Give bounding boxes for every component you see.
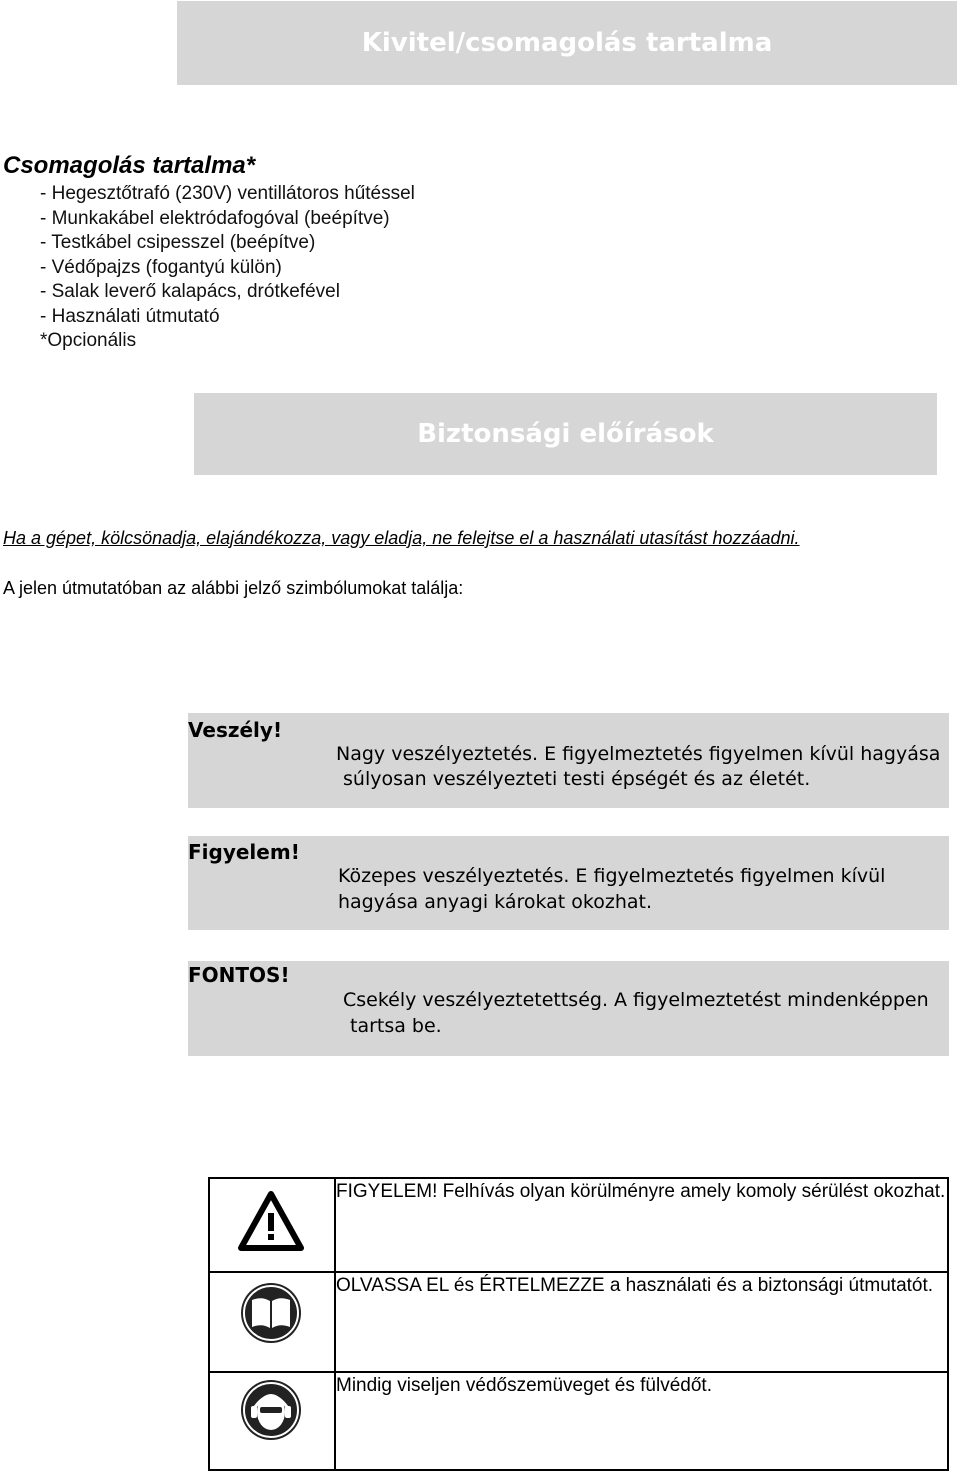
danger-box — [188, 713, 949, 808]
safety-symbols-table — [208, 1177, 949, 1471]
symbols-intro: A jelen útmutatóban az alábbi jelző szimbólumokat találja: — [3, 578, 464, 598]
caution-text-line2: hagyása anyagi károkat okozhat. — [338, 891, 653, 913]
danger-text-line2: súlyosan veszélyezteti testi épségét és az életét. — [343, 768, 811, 790]
important-text-line2: tartsa be. — [350, 1015, 442, 1037]
list-item: - Munkakábel elektródafogóval (beépítve) — [40, 207, 390, 229]
safety-title: Biztonsági előírások — [417, 419, 714, 449]
table-row — [209, 1372, 948, 1470]
face-protection-icon — [238, 1377, 304, 1443]
caution-box — [188, 836, 949, 930]
danger-label: Veszély! — [188, 718, 283, 742]
header-banner — [177, 1, 957, 85]
page-title: Kivitel/csomagolás tartalma — [361, 28, 773, 58]
read-manual-icon — [238, 1280, 304, 1346]
warning-symbol-text: FIGYELEM! Felhívás olyan körülményre amely komoly sérülést okozhat. — [335, 1178, 948, 1272]
warning-triangle-icon — [238, 1191, 304, 1251]
list-item: - Védőpajzs (fogantyú külön) — [40, 256, 282, 278]
list-item: - Salak leverő kalapács, drótkefével — [40, 281, 340, 302]
handover-notice: Ha a gépet, kölcsönadja, elajándékozza, vagy eladja, ne felejtse el a használati utasítást hozzáadni. — [3, 528, 800, 548]
list-item: - Testkábel csipesszel (beépítve) — [40, 232, 316, 253]
table-row — [209, 1178, 948, 1272]
package-contents-title: Csomagolás tartalma* — [3, 152, 256, 179]
caution-label: Figyelem! — [188, 840, 300, 864]
important-label: FONTOS! — [188, 963, 290, 987]
danger-text-line1: Nagy veszélyeztetés. E figyelmeztetés figyelmen kívül hagyása — [336, 743, 941, 765]
important-text-line1: Csekély veszélyeztetettség. A figyelmeztetést mindenképpen — [343, 989, 929, 1011]
important-box — [188, 961, 949, 1056]
list-item: *Opcionális — [40, 330, 137, 351]
safety-banner — [194, 393, 937, 475]
read-manual-text: OLVASSA EL és ÉRTELMEZZE a használati és a biztonsági útmutatót. — [335, 1272, 948, 1372]
list-item: - Hegesztőtrafó (230V) ventillátoros hűtéssel — [40, 183, 415, 204]
table-row — [209, 1272, 948, 1372]
package-contents-list — [40, 182, 415, 354]
list-item: - Használati útmutató — [40, 305, 220, 327]
caution-text-line1: Közepes veszélyeztetés. E figyelmeztetés figyelmen kívül — [338, 865, 886, 887]
face-protection-text: Mindig viseljen védőszemüveget és fülvédőt. — [335, 1372, 948, 1470]
